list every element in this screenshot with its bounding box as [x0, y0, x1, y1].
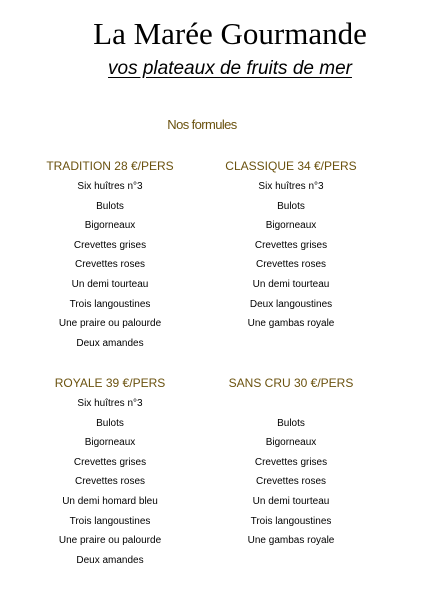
menu-item: Deux amandes: [76, 337, 144, 349]
menu-item: Bulots: [96, 200, 124, 212]
menu-item: Trois langoustines: [69, 298, 151, 310]
menu-item: Bigorneaux: [265, 437, 317, 449]
menu-item: Crevettes roses: [74, 476, 146, 488]
menu-item: Trois langoustines: [69, 515, 151, 527]
menu-item: Six huîtres n°3: [77, 398, 143, 409]
formula-title: SANS CRU 30 €/PERS: [228, 376, 354, 390]
restaurant-name: La Marée Gourmande: [93, 16, 367, 51]
menu-item: Crevettes grises: [254, 239, 328, 251]
menu-item: Six huîtres n°3: [258, 181, 324, 192]
menu-item: Un demi tourteau: [252, 278, 330, 290]
formula-classique: [181, 156, 401, 334]
menu-item: Un demi tourteau: [71, 278, 149, 290]
menu-item: Bigorneaux: [84, 220, 136, 232]
menu-item: Une gambas royale: [247, 318, 335, 330]
menu-item: Un demi homard bleu: [62, 495, 158, 507]
menu-item: Bigorneaux: [84, 437, 136, 449]
section-title: Nos formules: [167, 117, 237, 132]
menu-item: Bulots: [96, 417, 124, 429]
menu-item: Bulots: [277, 417, 305, 429]
formula-sans-cru: [181, 373, 401, 551]
menu-item: Une gambas royale: [247, 535, 335, 547]
menu-item: Crevettes grises: [73, 239, 147, 251]
menu-item: Crevettes roses: [255, 259, 327, 271]
menu-item: Crevettes grises: [73, 456, 147, 468]
menu-item: Bulots: [277, 200, 305, 212]
page-subtitle: vos plateaux de fruits de mer: [108, 58, 352, 79]
menu-item: Deux langoustines: [249, 298, 333, 310]
menu-item: Trois langoustines: [250, 515, 332, 527]
formula-title: ROYALE 39 €/PERS: [54, 376, 166, 390]
menu-item: Crevettes roses: [74, 259, 146, 271]
menu-item: Une praire ou palourde: [58, 318, 162, 330]
menu-item: Un demi tourteau: [252, 495, 330, 507]
menu-item: Une praire ou palourde: [58, 535, 162, 547]
menu-item: Bigorneaux: [265, 220, 317, 232]
formula-title: CLASSIQUE 34 €/PERS: [225, 159, 357, 173]
menu-item: Crevettes roses: [255, 476, 327, 488]
menu-item: Six huîtres n°3: [77, 181, 143, 192]
formula-title: TRADITION 28 €/PERS: [46, 159, 174, 173]
menu-item: Crevettes grises: [254, 456, 328, 468]
menu-item: Deux amandes: [76, 554, 144, 566]
